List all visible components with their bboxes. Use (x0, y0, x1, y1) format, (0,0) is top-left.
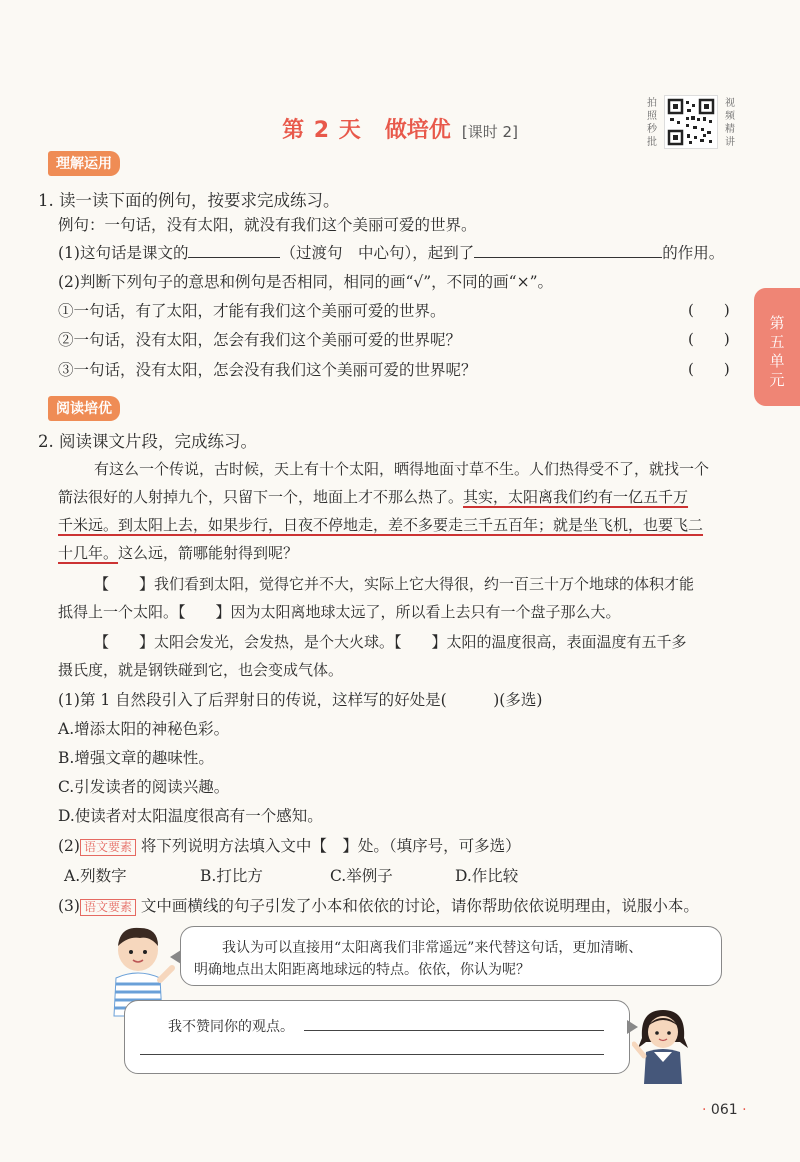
qr-left-caption: 拍照秒批 (647, 98, 657, 148)
question-1-stem: 1. 读一读下面的例句，按要求完成练习。 (38, 191, 340, 210)
q1-example: 例句：一句话，没有太阳，就没有我们这个美丽可爱的世界。 (58, 216, 477, 234)
q2-method-a: A.列数字 (64, 867, 127, 885)
page-number (702, 1102, 747, 1118)
q2-sub1: (1)第 1 自然段引入了后羿射日的传说，这样写的好处是( )(多选) (58, 691, 543, 709)
bubble-boy-line1: 我认为可以直接用“太阳离我们非常遥远”来代替这句话，更加清晰、 (222, 940, 643, 956)
q2-sub3-num: (3) (58, 897, 80, 915)
passage-p2-line1: 【 】我们看到太阳，觉得它并不大，实际上它大得很，约一百三十万个地球的体积才能 (94, 575, 695, 593)
q1-item-3: ③一句话，没有太阳，怎会没有我们这个美丽可爱的世界呢？ (58, 361, 477, 379)
q2-sub3-text: 文中画横线的句子引发了小本和依依的讨论，请你帮助依依说明理由，说服小本。 (140, 897, 699, 915)
q2-method-b: B.打比方 (200, 867, 263, 885)
lesson-label: [课时 2] (461, 123, 518, 141)
unit-side-tab (754, 288, 800, 406)
bubble-girl-text: 我不赞同你的观点。 (168, 1019, 294, 1035)
passage-p1-line1: 有这么一个传说，古时候，天上有十个太阳，晒得地面寸草不生。人们热得受不了，就找一个 (94, 460, 710, 478)
q2-method-d: D.作比较 (455, 867, 519, 885)
q1-part1 (58, 241, 724, 263)
passage-p2-line2: 抵得上一个太阳。【 】因为太阳离地球太远了，所以看上去只有一个盘子那么大。 (58, 603, 621, 621)
page-dot-right-icon: · (742, 1102, 747, 1118)
passage-p1-line4-b: 这么远，箭哪能射得到呢？ (118, 544, 299, 562)
qr-right-caption: 视频精讲 (725, 98, 735, 148)
qr-code-icon[interactable] (664, 95, 718, 149)
passage-p1-line4 (58, 542, 298, 563)
q2-option-a: A.增添太阳的神秘色彩。 (58, 720, 230, 738)
q2-sub2 (58, 834, 521, 856)
passage-p1-line2-a: 箭法很好的人射掉九个，只留下一个，地面上才不那么热了。 (58, 488, 464, 506)
q1-item-2: ②一句话，没有太阳，怎会有我们这个美丽可爱的世界呢？ (58, 331, 462, 349)
q1-item-1: ①一句话，有了太阳，才能有我们这个美丽可爱的世界。 (58, 302, 446, 320)
q2-option-c: C.引发读者的阅读兴趣。 (58, 778, 230, 796)
girl-character-icon (632, 1004, 694, 1090)
underlined-sentence-part3: 十几年。 (58, 544, 119, 562)
unit-side-tab-label: 第五单元 (769, 314, 785, 389)
q1-part1-text-b: （过渡句 中心句），起到了 (280, 244, 475, 262)
q1-answer-2[interactable]: ( ) (688, 330, 730, 348)
page-dot-left-icon: · (702, 1102, 707, 1118)
chinese-element-tag-2: 语文要素 (80, 899, 136, 916)
q1-answer-3[interactable]: ( ) (688, 360, 730, 378)
bubble-tail-icon (170, 950, 181, 964)
chinese-element-tag: 语文要素 (80, 839, 136, 856)
section-badge-reading: 阅读培优 (48, 396, 120, 421)
q2-sub2-num: (2) (58, 837, 80, 855)
q1-answer-1[interactable]: ( ) (688, 301, 730, 319)
answer-line-1[interactable] (304, 1030, 604, 1031)
q1-part1-text-a: (1)这句话是课文的 (58, 244, 189, 262)
q2-option-d: D.使读者对太阳温度很高有一个感知。 (58, 807, 323, 825)
q2-sub2-text: 将下列说明方法填入文中【 】处。（填序号，可多选） (140, 837, 521, 855)
underlined-sentence-part1: 其实，太阳离我们约有一亿五千万 (463, 488, 689, 506)
q1-blank-1[interactable] (188, 243, 280, 258)
speech-bubble-girl (124, 1000, 630, 1074)
q2-method-c: C.举例子 (330, 867, 393, 885)
bubble-boy-line2: 明确地点出太阳距离地球远的特点。依依，你认为呢？ (194, 962, 530, 978)
section-badge-understand: 理解运用 (48, 151, 120, 176)
q1-part2: (2)判断下列句子的意思和例句是否相同，相同的画“√”，不同的画“×”。 (58, 273, 554, 291)
q2-sub3 (58, 894, 699, 916)
passage-p3-line1: 【 】太阳会发光，会发热，是个大火球。【 】太阳的温度很高，表面温度有五千多 (94, 633, 687, 651)
passage-p3-line2: 摄氏度，就是钢铁碰到它，也会变成气体。 (58, 661, 344, 679)
q2-option-b: B.增强文章的趣味性。 (58, 749, 214, 767)
passage-p1-line2 (58, 486, 688, 507)
page-number-text: 061 (710, 1102, 738, 1118)
answer-line-2[interactable] (140, 1054, 604, 1055)
title-text: 做培优 (384, 118, 451, 143)
day-label: 第 2 天 (282, 118, 362, 143)
q1-blank-2[interactable] (474, 243, 662, 258)
q1-part1-text-c: 的作用。 (662, 244, 725, 262)
underlined-sentence-part2: 千米远。到太阳上去，如果步行，日夜不停地走，差不多要走三千五百年；就是坐飞机，也要飞二 (58, 516, 704, 534)
question-2-stem: 2. 阅读课文片段，完成练习。 (38, 432, 257, 451)
